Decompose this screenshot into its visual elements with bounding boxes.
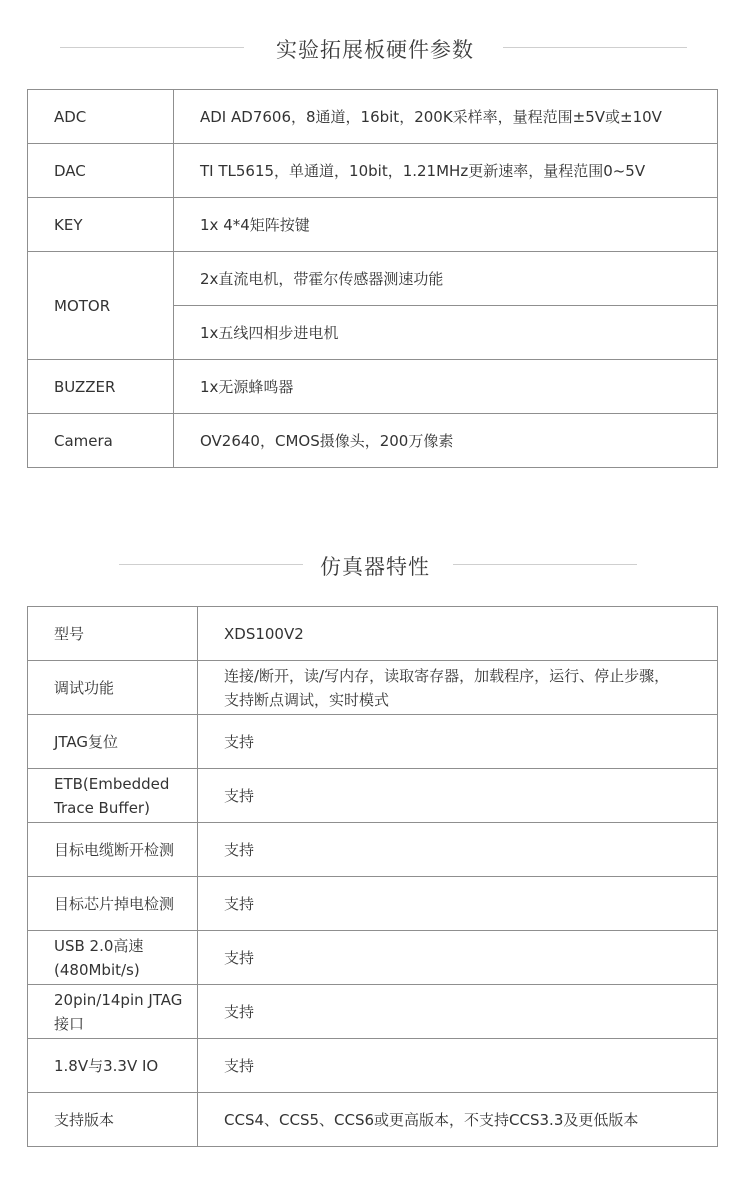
row-label — [28, 931, 198, 985]
row-label: DAC — [28, 144, 174, 198]
row-label: 调试功能 — [28, 661, 198, 715]
row-value: 1x无源蜂鸣器 — [174, 360, 718, 414]
table-row — [28, 1039, 718, 1093]
row-label-line: USB 2.0高速 — [54, 936, 144, 955]
row-value-line: 连接/断开，读/写内存，读取寄存器，加载程序，运行、停止步骤， — [224, 666, 670, 685]
row-value — [198, 661, 718, 715]
row-label-line: ETB(Embedded — [54, 774, 170, 793]
row-label: MOTOR — [28, 252, 174, 360]
row-label: KEY — [28, 198, 174, 252]
row-label-line: (480Mbit/s) — [54, 960, 140, 979]
row-value: 1x五线四相步进电机 — [174, 306, 718, 360]
table-row — [28, 985, 718, 1039]
row-label: 目标芯片掉电检测 — [28, 877, 198, 931]
row-value: TI TL5615，单通道，10bit，1.21MHz更新速率，量程范围0~5V — [174, 144, 718, 198]
table-row — [28, 90, 718, 144]
row-label: Camera — [28, 414, 174, 468]
emulator-features-table — [27, 606, 718, 1147]
row-label-line: Trace Buffer) — [54, 798, 150, 817]
row-value: 2x直流电机，带霍尔传感器测速功能 — [174, 252, 718, 306]
row-label — [28, 985, 198, 1039]
table-row — [28, 144, 718, 198]
row-label — [28, 769, 198, 823]
title-divider-right — [453, 564, 637, 565]
row-label: JTAG复位 — [28, 715, 198, 769]
row-label: 1.8V与3.3V IO — [28, 1039, 198, 1093]
row-label: 型号 — [28, 607, 198, 661]
row-value: CCS4、CCS5、CCS6或更高版本，不支持CCS3.3及更低版本 — [198, 1093, 718, 1147]
row-value: 支持 — [198, 1039, 718, 1093]
table-row — [28, 360, 718, 414]
section-title-emulator: 仿真器特性 — [320, 555, 430, 579]
table-row — [28, 1093, 718, 1147]
row-label: BUZZER — [28, 360, 174, 414]
row-label: 目标电缆断开检测 — [28, 823, 198, 877]
table-row — [28, 607, 718, 661]
table-row — [28, 198, 718, 252]
table-row — [28, 877, 718, 931]
row-value: 支持 — [198, 769, 718, 823]
row-value: 支持 — [198, 715, 718, 769]
row-value: XDS100V2 — [198, 607, 718, 661]
row-label: ADC — [28, 90, 174, 144]
hardware-params-table — [27, 89, 718, 468]
row-value: 支持 — [198, 877, 718, 931]
row-value-line: 支持断点调试，实时模式 — [224, 690, 390, 709]
row-value: 支持 — [198, 985, 718, 1039]
row-label-line: 20pin/14pin JTAG — [54, 990, 183, 1009]
row-value: 支持 — [198, 823, 718, 877]
table-row — [28, 414, 718, 468]
table-row — [28, 661, 718, 715]
table-row — [28, 252, 718, 306]
table-row — [28, 931, 718, 985]
table-row — [28, 769, 718, 823]
table-row — [28, 823, 718, 877]
row-value: 1x 4*4矩阵按键 — [174, 198, 718, 252]
row-value: 支持 — [198, 931, 718, 985]
table-row — [28, 715, 718, 769]
section-title-hardware: 实验拓展板硬件参数 — [276, 38, 474, 62]
row-value: OV2640，CMOS摄像头，200万像素 — [174, 414, 718, 468]
row-label-line: 接口 — [54, 1014, 85, 1033]
row-value: ADI AD7606，8通道，16bit，200K采样率，量程范围±5V或±10V — [174, 90, 718, 144]
row-label: 支持版本 — [28, 1093, 198, 1147]
title-divider-right — [503, 47, 687, 48]
